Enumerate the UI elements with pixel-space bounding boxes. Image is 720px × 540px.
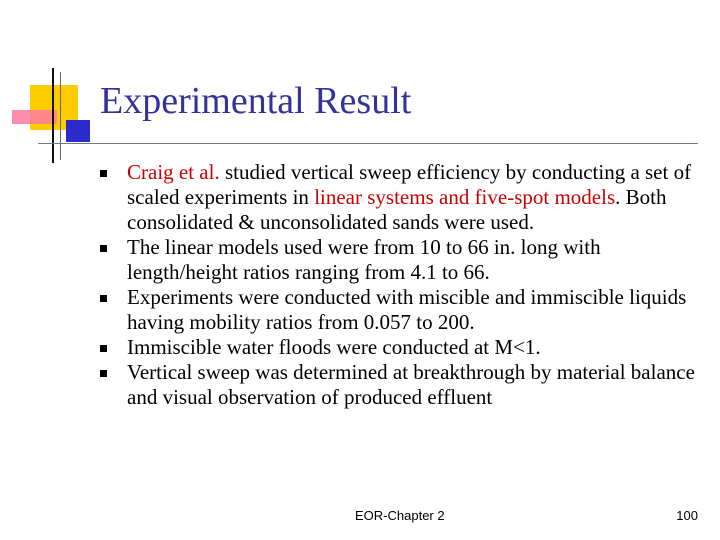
- bullet-text-segment: The linear models used were from 10 to 66 in. long with length/height ratios ranging from 4.1 to 66.: [127, 235, 601, 284]
- bullet-square-icon: [100, 245, 107, 252]
- bullet-text-segment: . Both consolidated & unconsolidated sands were used.: [127, 185, 667, 234]
- bullet-square-icon: [100, 295, 107, 302]
- bullet-item: [100, 335, 710, 360]
- bullet-text-segment: Vertical sweep was determined at breakthrough by material balance and visual observation of produced effluent: [127, 360, 695, 409]
- logo-pink-bar: [12, 110, 57, 124]
- logo-vertical-line: [52, 68, 54, 163]
- bullet-text-segment: studied vertical sweep efficiency by conducting a set of scaled experiments in: [127, 160, 692, 209]
- bullet-item: [100, 360, 710, 410]
- bullet-item: [100, 160, 710, 235]
- slide-logo-decoration: [0, 0, 110, 170]
- bullet-square-icon: [100, 170, 107, 177]
- bullet-text-segment: linear systems and five-spot models: [314, 185, 616, 209]
- bullet-item: [100, 285, 710, 335]
- bullet-text-segment: Experiments were conducted with miscible and immiscible liquids having mobility ratios from 0.057 to 200.: [127, 285, 687, 334]
- title-underline: [38, 143, 698, 144]
- bullet-square-icon: [100, 370, 107, 377]
- bullet-list: [100, 160, 710, 410]
- bullet-text-segment: Immiscible water floods were conducted at M<1.: [127, 335, 541, 359]
- logo-blue-square: [66, 120, 90, 142]
- slide-title: Experimental Result: [100, 80, 412, 122]
- footer-label: EOR-Chapter 2: [355, 508, 445, 523]
- bullet-text-segment: Craig et al.: [127, 160, 220, 184]
- bullet-item: [100, 235, 710, 285]
- page-number: 100: [676, 508, 698, 523]
- logo-vertical-line-thin: [60, 72, 61, 160]
- bullet-square-icon: [100, 345, 107, 352]
